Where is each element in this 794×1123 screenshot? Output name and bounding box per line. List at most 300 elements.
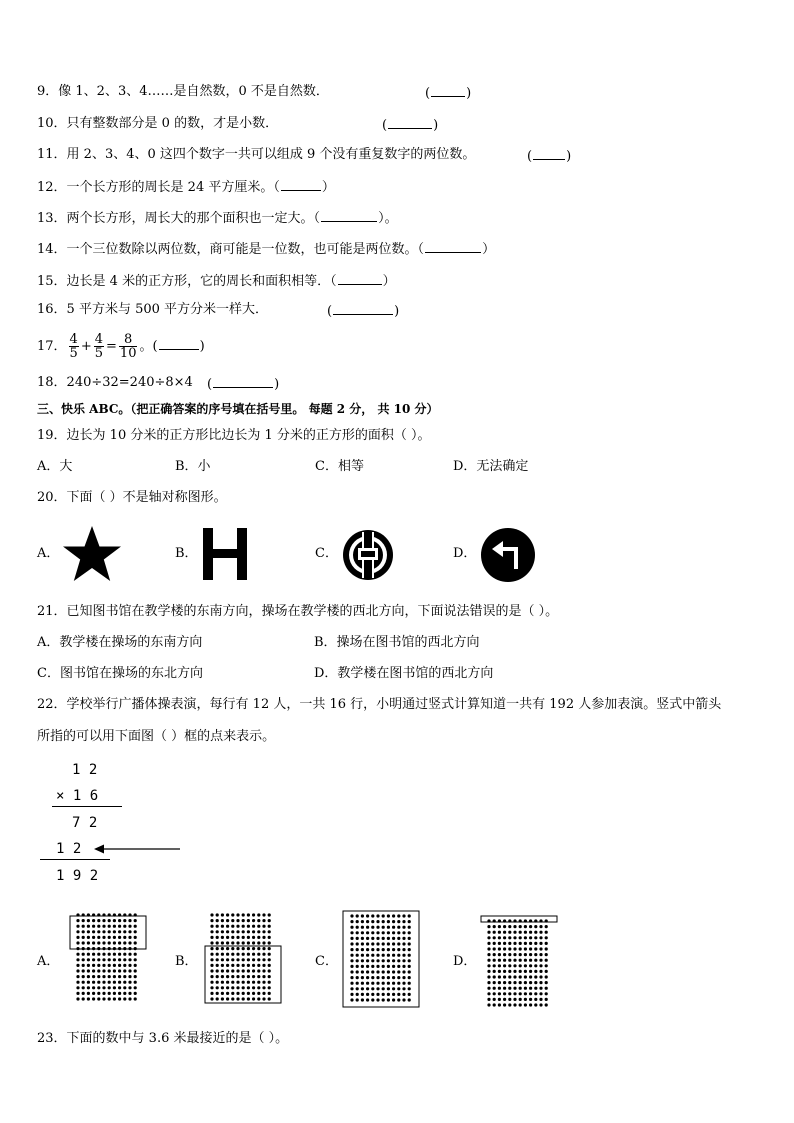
dot xyxy=(508,931,511,934)
question-18-text: 18．240÷32=240÷8×4 xyxy=(37,375,193,390)
option-b-label[interactable]: B． xyxy=(175,954,198,969)
dot xyxy=(113,997,116,1000)
dot xyxy=(498,936,501,939)
dot xyxy=(382,976,385,979)
dot xyxy=(545,925,548,928)
dot xyxy=(508,953,511,956)
dot xyxy=(252,953,255,956)
dot xyxy=(257,964,260,967)
dot xyxy=(397,982,400,985)
dot xyxy=(221,913,224,916)
calc-row-4: 1 2 xyxy=(56,841,82,857)
dot xyxy=(216,925,219,928)
dot xyxy=(226,936,229,939)
dot xyxy=(268,997,271,1000)
dot xyxy=(262,997,265,1000)
dot xyxy=(128,986,131,989)
dot xyxy=(503,998,506,1001)
dot xyxy=(221,936,224,939)
dot xyxy=(134,969,137,972)
dot xyxy=(539,931,542,934)
dot xyxy=(382,982,385,985)
dot xyxy=(92,964,95,967)
dot xyxy=(247,997,250,1000)
dot xyxy=(242,986,245,989)
dot xyxy=(545,970,548,973)
dot xyxy=(493,925,496,928)
dot xyxy=(408,942,411,945)
dot xyxy=(508,992,511,995)
dot xyxy=(236,947,239,950)
dot xyxy=(524,931,527,934)
dot xyxy=(350,942,353,945)
dot xyxy=(231,941,234,944)
option-b[interactable]: B．操场在图书馆的西北方向 xyxy=(314,635,480,650)
dot xyxy=(118,969,121,972)
option-b-label[interactable]: B． xyxy=(175,546,198,561)
dot xyxy=(231,925,234,928)
dot xyxy=(402,937,405,940)
dot xyxy=(92,986,95,989)
dot xyxy=(108,997,111,1000)
dot xyxy=(513,998,516,1001)
dot xyxy=(402,920,405,923)
dot xyxy=(508,981,511,984)
dot xyxy=(519,942,522,945)
dot xyxy=(97,975,100,978)
dot-grid-option-b[interactable] xyxy=(203,913,283,1009)
question-14-text: 14．一个三位数除以两位数，商可能是一位数，也可能是两位数。 xyxy=(37,242,418,257)
option-d-label[interactable]: D． xyxy=(453,954,477,969)
dot xyxy=(545,975,548,978)
option-c[interactable]: C．图书馆在操场的东北方向 xyxy=(37,666,203,681)
dot xyxy=(392,931,395,934)
dot xyxy=(252,981,255,984)
dot xyxy=(519,970,522,973)
answer-blank[interactable] xyxy=(533,147,565,160)
dot xyxy=(221,930,224,933)
dot xyxy=(366,926,369,929)
dot xyxy=(371,965,374,968)
dot xyxy=(519,947,522,950)
question-17: 17． $\frac{4}{5}$ + $\frac{4}{5}$ = $\frac{8}{10}$ 。( ) xyxy=(37,332,205,361)
dot xyxy=(408,959,411,962)
dot xyxy=(387,914,390,917)
dot xyxy=(519,925,522,928)
dot xyxy=(503,1003,506,1006)
dot xyxy=(216,992,219,995)
dot xyxy=(493,992,496,995)
dot xyxy=(487,947,490,950)
dot xyxy=(231,936,234,939)
dot xyxy=(226,997,229,1000)
dot xyxy=(247,992,250,995)
dot xyxy=(498,953,501,956)
dot xyxy=(402,959,405,962)
dot xyxy=(356,948,359,951)
dot xyxy=(242,969,245,972)
dot xyxy=(113,981,116,984)
dot xyxy=(503,947,506,950)
dot xyxy=(392,987,395,990)
dot xyxy=(123,941,126,944)
question-21-text: 21．已知图书馆在教学楼的东南方向，操场在教学楼的西北方向，下面说法错误的是（ ）。 xyxy=(37,604,559,619)
dot xyxy=(382,914,385,917)
dot xyxy=(226,986,229,989)
dot xyxy=(524,925,527,928)
answer-blank[interactable] xyxy=(321,209,377,222)
answer-blank[interactable] xyxy=(431,84,465,97)
dot xyxy=(408,931,411,934)
dot xyxy=(128,941,131,944)
dot xyxy=(366,959,369,962)
dot xyxy=(102,953,105,956)
dot-grid-option-d[interactable] xyxy=(479,913,559,1009)
dot xyxy=(257,947,260,950)
dot xyxy=(387,976,390,979)
dot xyxy=(371,954,374,957)
dot xyxy=(257,975,260,978)
dot xyxy=(128,964,131,967)
dot xyxy=(108,981,111,984)
dot xyxy=(376,976,379,979)
dot xyxy=(503,987,506,990)
dot xyxy=(487,964,490,967)
dot xyxy=(118,958,121,961)
dot xyxy=(231,964,234,967)
dot xyxy=(118,919,121,922)
dot xyxy=(231,919,234,922)
dot xyxy=(113,958,116,961)
dot xyxy=(108,953,111,956)
dot xyxy=(247,975,250,978)
dot xyxy=(513,970,516,973)
question-20-text: 20．下面（ ）不是轴对称图形。 xyxy=(37,490,227,505)
dot xyxy=(350,970,353,973)
dot xyxy=(123,986,126,989)
dot xyxy=(262,975,265,978)
dot xyxy=(108,958,111,961)
dot xyxy=(376,942,379,945)
calc-rule-1 xyxy=(52,806,122,807)
option-d-label[interactable]: D． xyxy=(453,546,477,561)
dot xyxy=(210,958,213,961)
equals-sign: = xyxy=(106,339,117,354)
answer-blank[interactable] xyxy=(213,375,273,388)
dot xyxy=(221,992,224,995)
letter-h-icon[interactable] xyxy=(203,528,247,580)
dot xyxy=(134,975,137,978)
dot xyxy=(382,942,385,945)
dot xyxy=(268,913,271,916)
question-14: 14．一个三位数除以两位数，商可能是一位数，也可能是两位数。（ ） xyxy=(37,242,496,257)
dot xyxy=(524,992,527,995)
dot xyxy=(402,914,405,917)
dot xyxy=(268,975,271,978)
dot xyxy=(236,958,239,961)
option-b[interactable]: B．小 xyxy=(175,459,211,474)
dot xyxy=(247,936,250,939)
dot xyxy=(545,992,548,995)
dot xyxy=(97,969,100,972)
dot xyxy=(487,981,490,984)
dot xyxy=(376,926,379,929)
dot xyxy=(529,998,532,1001)
dot xyxy=(493,964,496,967)
dot xyxy=(82,986,85,989)
dot xyxy=(534,970,537,973)
dot xyxy=(493,998,496,1001)
dot xyxy=(82,930,85,933)
answer-paren: ( ) xyxy=(207,377,280,392)
dot xyxy=(102,975,105,978)
answer-blank[interactable] xyxy=(159,337,199,350)
option-a[interactable]: A．大 xyxy=(37,459,73,474)
dot xyxy=(252,913,255,916)
dot xyxy=(503,931,506,934)
dot xyxy=(108,986,111,989)
dot xyxy=(376,970,379,973)
dot xyxy=(221,975,224,978)
dot xyxy=(252,997,255,1000)
option-c[interactable]: C．相等 xyxy=(315,459,364,474)
answer-blank[interactable] xyxy=(281,178,321,191)
star-icon[interactable] xyxy=(60,524,124,584)
dot xyxy=(242,947,245,950)
dot xyxy=(92,992,95,995)
dot xyxy=(123,936,126,939)
dot xyxy=(242,958,245,961)
answer-paren: ( ) xyxy=(527,149,572,164)
dot-grid-option-c[interactable] xyxy=(341,908,421,1010)
dot xyxy=(371,937,374,940)
dot xyxy=(102,941,105,944)
dot xyxy=(123,975,126,978)
dot xyxy=(257,941,260,944)
dot xyxy=(493,981,496,984)
dot xyxy=(134,997,137,1000)
dot xyxy=(210,997,213,1000)
dot xyxy=(236,936,239,939)
turn-left-sign-icon[interactable] xyxy=(480,527,536,583)
dot xyxy=(262,986,265,989)
dot xyxy=(247,986,250,989)
dot xyxy=(371,931,374,934)
dot xyxy=(210,936,213,939)
dot xyxy=(366,931,369,934)
dot xyxy=(371,959,374,962)
dot xyxy=(539,959,542,962)
option-c-label[interactable]: C． xyxy=(315,954,338,969)
calc-row-2: × 1 6 xyxy=(56,788,99,804)
dot xyxy=(87,964,90,967)
dot xyxy=(402,970,405,973)
option-d[interactable]: D．教学楼在图书馆的西北方向 xyxy=(314,666,494,681)
dot xyxy=(356,993,359,996)
dot xyxy=(392,926,395,929)
option-d[interactable]: D．无法确定 xyxy=(453,459,529,474)
dot xyxy=(402,942,405,945)
dot xyxy=(236,975,239,978)
dot xyxy=(247,941,250,944)
dot xyxy=(134,992,137,995)
question-18 xyxy=(37,375,280,392)
dot xyxy=(268,986,271,989)
dot xyxy=(82,941,85,944)
dot xyxy=(493,942,496,945)
dot xyxy=(92,919,95,922)
dot xyxy=(134,941,137,944)
dot xyxy=(231,969,234,972)
dot xyxy=(539,987,542,990)
dot xyxy=(519,936,522,939)
question-11-text: 11．用 2、3、4、0 这四个数字一共可以组成 9 个没有重复数字的两位数。 xyxy=(37,147,476,162)
dot xyxy=(392,998,395,1001)
dot xyxy=(87,936,90,939)
dot xyxy=(210,913,213,916)
dot xyxy=(519,1003,522,1006)
dot xyxy=(356,926,359,929)
dot xyxy=(356,942,359,945)
dot xyxy=(376,993,379,996)
dot xyxy=(534,953,537,956)
dot xyxy=(503,992,506,995)
dot xyxy=(402,987,405,990)
dot xyxy=(539,981,542,984)
dot xyxy=(503,981,506,984)
option-a-label[interactable]: A． xyxy=(37,546,60,561)
dot xyxy=(508,925,511,928)
dot xyxy=(498,970,501,973)
dot xyxy=(387,982,390,985)
dot xyxy=(123,930,126,933)
dot xyxy=(534,925,537,928)
period: 。 xyxy=(139,339,153,354)
answer-blank[interactable] xyxy=(388,116,432,129)
dot-grid-option-a[interactable] xyxy=(68,913,148,1009)
dot xyxy=(539,970,542,973)
option-a-label[interactable]: A． xyxy=(37,954,60,969)
dot xyxy=(356,987,359,990)
dot xyxy=(402,931,405,934)
dot xyxy=(226,941,229,944)
dot xyxy=(487,975,490,978)
dot xyxy=(539,992,542,995)
dot xyxy=(387,993,390,996)
dot xyxy=(503,953,506,956)
dot xyxy=(216,930,219,933)
dot xyxy=(262,936,265,939)
arrow-left-icon xyxy=(94,843,182,855)
dot xyxy=(221,964,224,967)
dot xyxy=(236,997,239,1000)
dot xyxy=(356,937,359,940)
dot xyxy=(257,997,260,1000)
dot xyxy=(350,965,353,968)
dot xyxy=(76,986,79,989)
dot xyxy=(242,913,245,916)
dot xyxy=(221,958,224,961)
dot xyxy=(397,976,400,979)
dot xyxy=(408,976,411,979)
dot xyxy=(503,959,506,962)
dot xyxy=(76,997,79,1000)
dot xyxy=(268,992,271,995)
dot xyxy=(503,936,506,939)
dot xyxy=(382,993,385,996)
dot xyxy=(545,981,548,984)
dot xyxy=(529,964,532,967)
dot xyxy=(408,998,411,1001)
dot xyxy=(503,970,506,973)
dot xyxy=(539,942,542,945)
bank-logo-icon[interactable] xyxy=(341,528,395,582)
dot xyxy=(503,942,506,945)
dot xyxy=(397,931,400,934)
dot xyxy=(216,958,219,961)
option-a[interactable]: A．教学楼在操场的东南方向 xyxy=(37,635,203,650)
dot xyxy=(92,958,95,961)
answer-blank[interactable] xyxy=(425,240,481,253)
dot xyxy=(92,925,95,928)
dot xyxy=(529,992,532,995)
dot xyxy=(97,958,100,961)
dot xyxy=(493,936,496,939)
question-13: 13．两个长方形，周长大的那个面积也一定大。（ ）。 xyxy=(37,211,398,226)
dot xyxy=(397,954,400,957)
dot xyxy=(262,964,265,967)
dot xyxy=(361,993,364,996)
option-c-label[interactable]: C． xyxy=(315,546,338,561)
dot xyxy=(371,970,374,973)
dot xyxy=(97,997,100,1000)
dot xyxy=(513,947,516,950)
dot xyxy=(361,954,364,957)
dot xyxy=(118,941,121,944)
dot xyxy=(76,930,79,933)
dot xyxy=(524,981,527,984)
dot xyxy=(539,1003,542,1006)
question-22-line1: 22．学校举行广播体操表演，每行有 12 人，一共 16 行，小明通过竖式计算知道一共有 192 人参加表演。竖式中箭头 xyxy=(37,697,722,712)
answer-paren: ( ) xyxy=(382,118,439,133)
dot xyxy=(216,986,219,989)
dot xyxy=(102,936,105,939)
dot xyxy=(524,947,527,950)
answer-paren: ( ) xyxy=(327,304,400,319)
dot xyxy=(236,925,239,928)
dot xyxy=(508,998,511,1001)
dot xyxy=(123,919,126,922)
dot xyxy=(402,993,405,996)
dot xyxy=(487,998,490,1001)
dot xyxy=(487,1003,490,1006)
dot xyxy=(236,941,239,944)
dot xyxy=(513,959,516,962)
dot xyxy=(102,981,105,984)
dot xyxy=(216,975,219,978)
answer-blank[interactable] xyxy=(338,272,382,285)
dot xyxy=(221,941,224,944)
dot xyxy=(236,919,239,922)
answer-blank[interactable] xyxy=(333,302,393,315)
dot xyxy=(242,953,245,956)
dot xyxy=(350,937,353,940)
dot xyxy=(534,942,537,945)
dot xyxy=(82,953,85,956)
dot xyxy=(102,925,105,928)
dot xyxy=(366,998,369,1001)
dot xyxy=(397,987,400,990)
